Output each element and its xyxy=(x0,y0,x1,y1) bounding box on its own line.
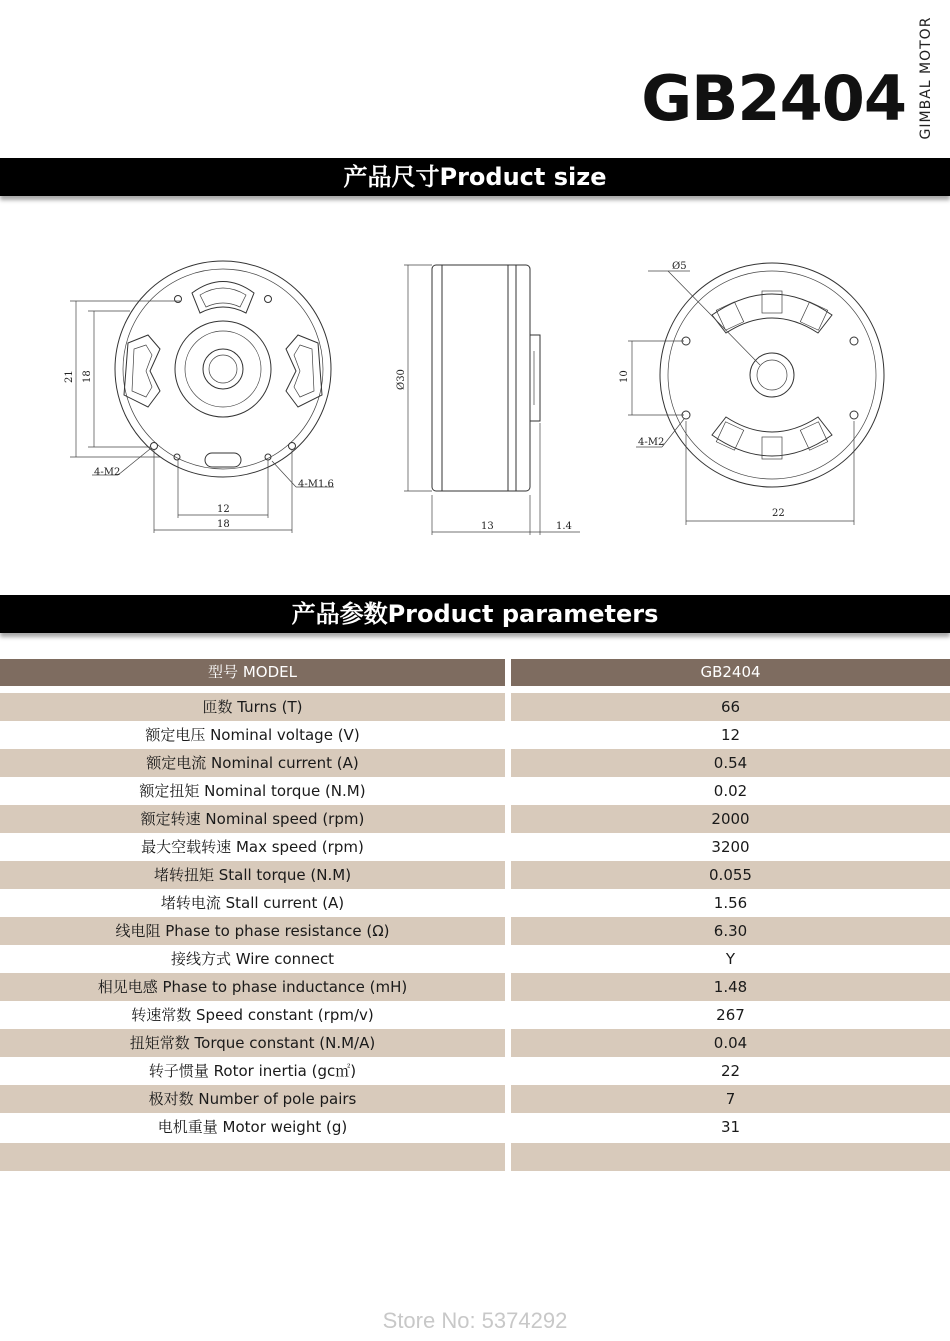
table-row xyxy=(0,805,950,833)
param-name: 额定电压 Nominal voltage (V) xyxy=(145,726,360,744)
table-row xyxy=(0,833,950,861)
param-name xyxy=(0,1143,505,1171)
param-name: 匝数 Turns (T) xyxy=(0,693,505,721)
param-value: 31 xyxy=(720,1118,741,1136)
product-type-label: GIMBAL MOTOR xyxy=(918,16,934,140)
param-value: 1.56 xyxy=(713,894,748,912)
table-row xyxy=(0,1113,950,1141)
table-row xyxy=(0,889,950,917)
dim-diameter-5: Ø5 xyxy=(672,261,687,272)
header-cell-value: GB2404 xyxy=(511,659,950,686)
front-view-drawing xyxy=(64,261,334,533)
table-row xyxy=(0,721,950,749)
table-row xyxy=(0,917,950,945)
table-row xyxy=(0,1029,950,1057)
param-value: 3200 xyxy=(711,838,750,856)
table-row xyxy=(0,1143,950,1171)
param-name: 接线方式 Wire connect xyxy=(170,950,335,968)
table-row xyxy=(0,973,950,1001)
param-name: 电机重量 Motor weight (g) xyxy=(157,1118,348,1136)
param-name: 线电阻 Phase to phase resistance (Ω) xyxy=(0,917,505,945)
param-name: 堵转电流 Stall current (A) xyxy=(160,894,345,912)
param-value: 66 xyxy=(511,693,950,721)
param-name: 极对数 Number of pole pairs xyxy=(0,1085,505,1113)
dim-18-vertical: 18 xyxy=(82,370,93,383)
table-row xyxy=(0,945,950,973)
dim-18-horizontal: 18 xyxy=(217,519,230,530)
table-row xyxy=(0,749,950,777)
param-name: 转速常数 Speed constant (rpm/v) xyxy=(131,1006,374,1024)
back-view-drawing xyxy=(619,261,884,525)
dim-4-m2-back: 4-M2 xyxy=(638,437,665,448)
param-name: 额定扭矩 Nominal torque (N.M) xyxy=(139,782,366,800)
param-value: 267 xyxy=(716,1006,745,1024)
param-value: 6.30 xyxy=(511,917,950,945)
side-view-drawing xyxy=(396,265,580,535)
param-name: 额定电流 Nominal current (A) xyxy=(0,749,505,777)
param-value: 7 xyxy=(511,1085,950,1113)
section-title-product-size: 产品尺寸Product size xyxy=(0,158,950,196)
table-row xyxy=(0,1057,950,1085)
dim-12: 12 xyxy=(217,504,230,515)
param-value: 0.055 xyxy=(511,861,950,889)
dim-diameter-30: Ø30 xyxy=(396,369,407,390)
table-row xyxy=(0,777,950,805)
table-row xyxy=(0,693,950,721)
dim-1-4: 1.4 xyxy=(556,521,572,532)
param-name: 扭矩常数 Torque constant (N.M/A) xyxy=(0,1029,505,1057)
param-value: 1.48 xyxy=(511,973,950,1001)
param-value xyxy=(511,1143,950,1171)
table-row xyxy=(0,861,950,889)
param-name: 额定转速 Nominal speed (rpm) xyxy=(0,805,505,833)
param-value: 12 xyxy=(720,726,741,744)
store-number-watermark: Store No: 5374292 xyxy=(382,1308,568,1333)
section-title-product-parameters: 产品参数Product parameters xyxy=(0,595,950,633)
param-value: 2000 xyxy=(511,805,950,833)
dim-4-m2-front: 4-M2 xyxy=(94,467,121,478)
param-value: 0.04 xyxy=(511,1029,950,1057)
technical-drawings xyxy=(0,215,950,555)
param-name: 堵转扭矩 Stall torque (N.M) xyxy=(0,861,505,889)
dim-10: 10 xyxy=(619,370,630,383)
table-header-row xyxy=(0,659,950,687)
dim-21: 21 xyxy=(64,370,75,383)
param-value: 22 xyxy=(720,1062,741,1080)
model-title: GB2404 xyxy=(641,62,906,135)
table-row xyxy=(0,1001,950,1029)
dim-22: 22 xyxy=(772,508,785,519)
param-value: 0.54 xyxy=(511,749,950,777)
param-value: Y xyxy=(725,950,736,968)
dim-13: 13 xyxy=(481,521,494,532)
param-value: 0.02 xyxy=(713,782,748,800)
param-name: 转子惯量 Rotor inertia (gc㎡) xyxy=(148,1062,357,1080)
param-name: 最大空载转速 Max speed (rpm) xyxy=(141,838,364,856)
header-cell-model: 型号 MODEL xyxy=(0,659,505,686)
param-name: 相见电感 Phase to phase inductance (mH) xyxy=(0,973,505,1001)
dim-4-m1-6: 4-M1.6 xyxy=(298,479,334,490)
table-row xyxy=(0,1085,950,1113)
